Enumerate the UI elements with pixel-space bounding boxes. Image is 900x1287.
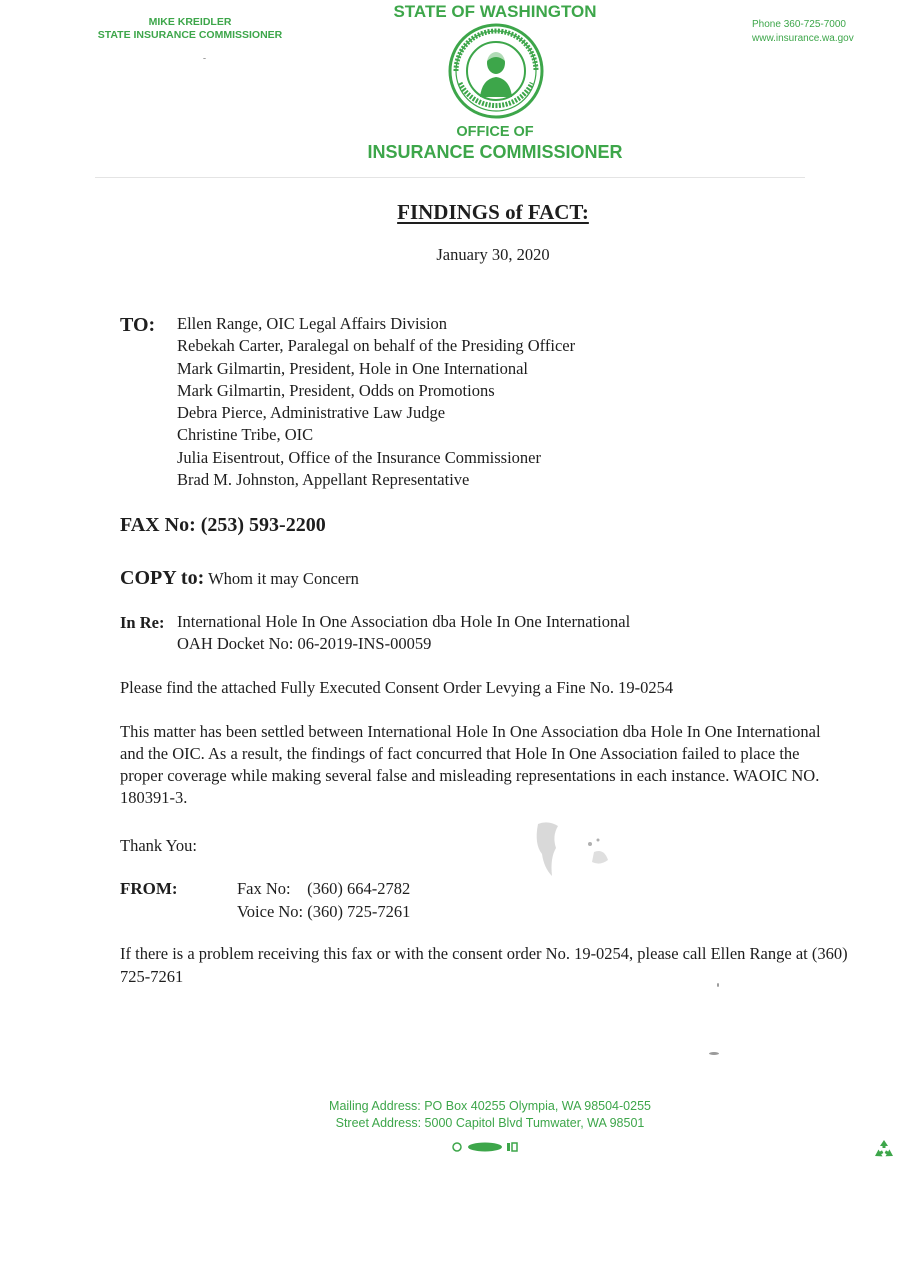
in-re-label: In Re:: [120, 613, 165, 632]
document-date: January 30, 2020: [436, 245, 550, 264]
scan-smudge: [528, 818, 620, 888]
recipient: Julia Eisentrout, Office of the Insurance Commissioner: [177, 447, 541, 467]
office-line-1: OFFICE OF: [456, 124, 534, 140]
union-label-icon: [452, 1141, 522, 1153]
state-name: STATE OF WASHINGTON: [393, 2, 597, 21]
recycle-icon: [872, 1138, 896, 1162]
recipient: Debra Pierce, Administrative Law Judge: [177, 403, 446, 423]
recipient: Mark Gilmartin, President, Hole in One International: [177, 358, 528, 378]
commissioner-title: STATE INSURANCE COMMISSIONER: [97, 29, 283, 41]
recipient-list: [177, 313, 575, 491]
mailing-address: Mailing Address: PO Box 40255 Olympia, WA 98504-0255: [329, 1099, 651, 1113]
to-label: TO:: [120, 314, 156, 336]
scan-speck: [717, 983, 719, 987]
copy-to-value: Whom it may Concern: [208, 569, 359, 588]
office-line-2: INSURANCE COMMISSIONER: [367, 142, 623, 162]
from-fax: Fax No: (360) 664-2782: [237, 879, 411, 898]
in-re-subject: International Hole In One Association dba Hole In One International: [177, 612, 631, 631]
recipient: Brad M. Johnston, Appellant Representative: [177, 470, 470, 490]
footer-addresses: [270, 1098, 710, 1132]
settlement-paragraph: This matter has been settled between International Hole In One Association dba Hole In One International and the OIC. As a result, the findings of fact concurred that Hole In One Association failed to place the proper coverage while making several false and misleading representations in each instance. WAOIC NO. 180391-3.: [120, 722, 821, 807]
recipient: Rebekah Carter, Paralegal on behalf of the Presiding Officer: [177, 336, 576, 356]
commissioner-name: MIKE KREIDLER: [148, 16, 232, 28]
website-link[interactable]: www.insurance.wa.gov: [752, 33, 854, 44]
fax-number-line: FAX No: (253) 593-2200: [120, 514, 326, 536]
office-name: [340, 122, 650, 162]
from-voice: Voice No: (360) 725-7261: [237, 901, 411, 921]
thank-you-line: Thank You:: [120, 836, 198, 855]
recipient: Ellen Range, OIC Legal Affairs Division: [177, 314, 448, 333]
document-title: FINDINGS of FACT:: [397, 200, 589, 224]
copy-to-line: [120, 567, 359, 590]
recipient: Christine Tribe, OIC: [177, 425, 314, 445]
scan-speck: [203, 58, 206, 59]
from-contact: [237, 878, 410, 923]
from-label: FROM:: [120, 879, 178, 898]
contact-block: [752, 18, 854, 46]
copy-to-label: COPY to:: [120, 567, 205, 589]
docket-number: OAH Docket No: 06-2019-INS-00059: [177, 634, 432, 653]
problem-contact-paragraph: If there is a problem receiving this fax or with the consent order No. 19-0254, please call Ellen Range at (360) 725-7261: [120, 944, 848, 986]
in-re-block: [177, 611, 630, 655]
commissioner-block: [90, 16, 290, 42]
scan-speck: [709, 1052, 719, 1055]
recipient: Mark Gilmartin, President, Odds on Promotions: [177, 380, 495, 400]
attachment-paragraph: Please find the attached Fully Executed Consent Order Levying a Fine No. 19-0254: [120, 678, 674, 697]
street-address: Street Address: 5000 Capitol Blvd Tumwater, WA 98501: [335, 1116, 645, 1130]
header-divider: [95, 177, 805, 178]
washington-state-seal-icon: [446, 23, 546, 119]
phone-number: Phone 360-725-7000: [752, 19, 846, 30]
